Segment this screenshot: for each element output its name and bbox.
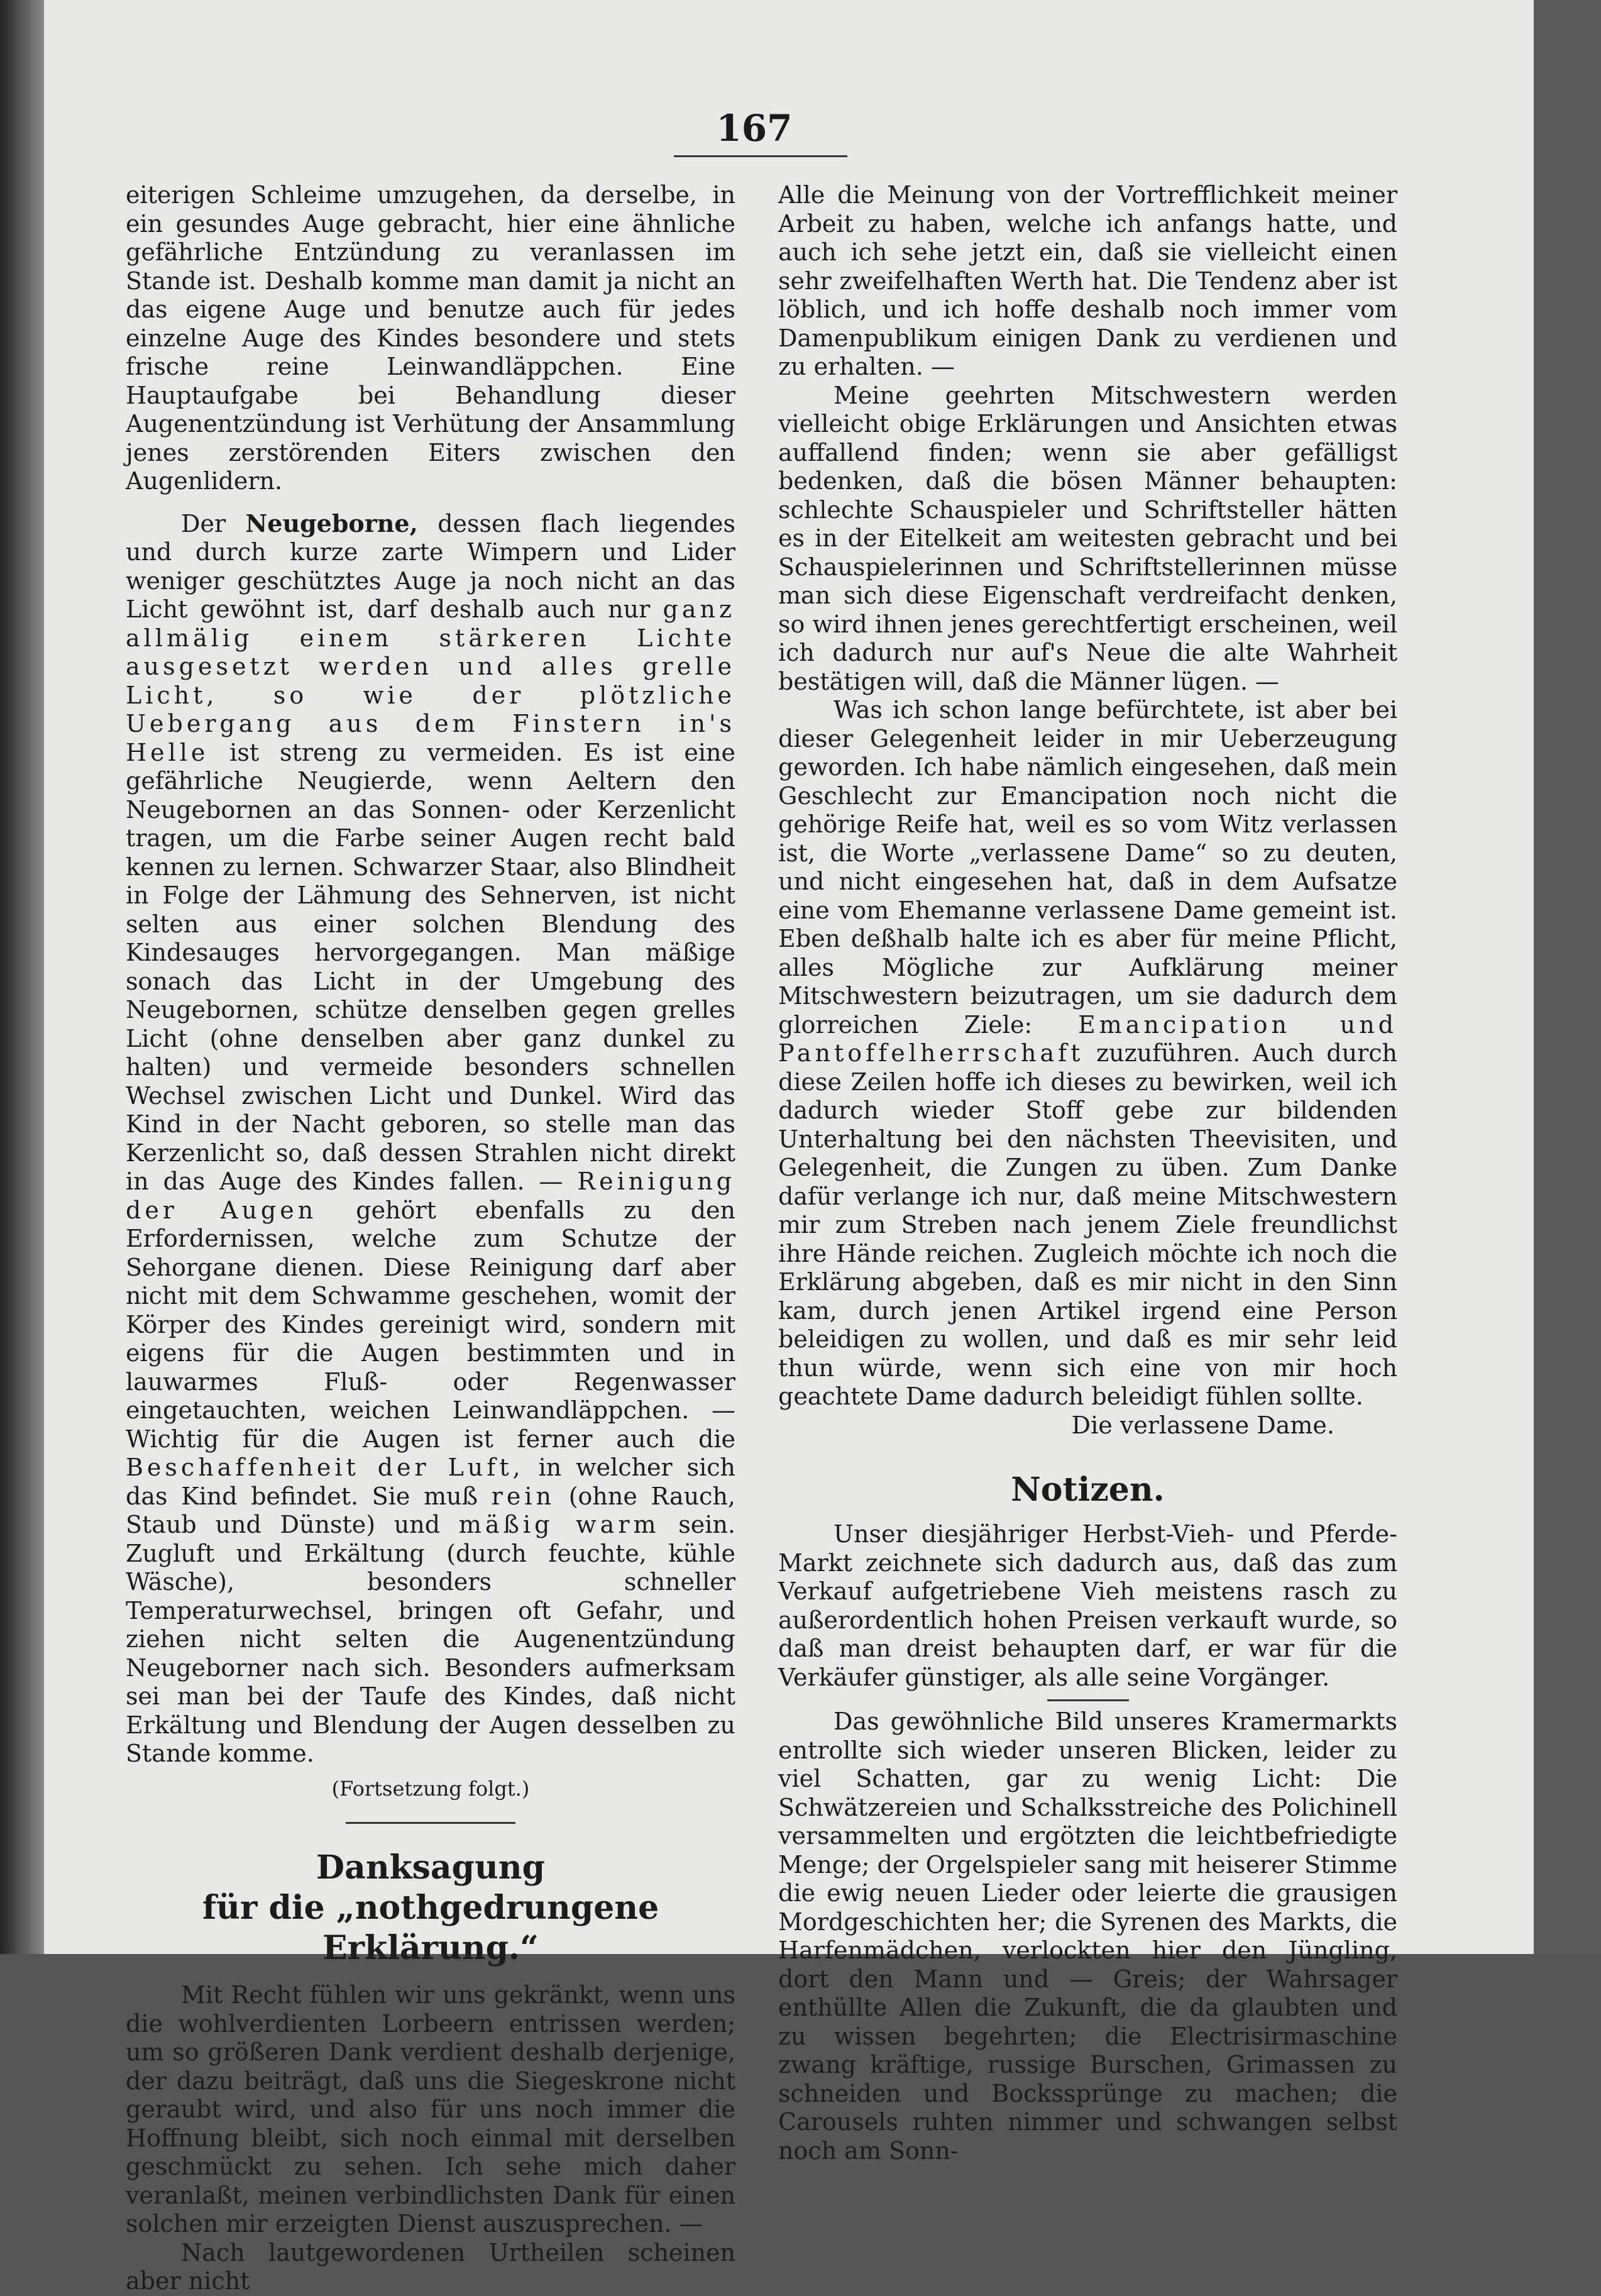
right-column xyxy=(778,181,1397,2165)
spaced-phrase: Reinigung der Augen xyxy=(126,1167,735,1224)
notizen-paragraph: Das gewöhnliche Bild unseres Kramermarkts entrollte sich wieder unseren Blicken, leider zu viel Schatten, gar zu wenig Licht: Die Schwätzereien und Schalksstreiche des Polichinell versammelten und ergötzten die leichtbefriedigte Menge; der Orgelspieler sang mit heiserer Stimme die ewig neuen Lieder oder leierte die grausigen Mordgeschichten her; die Syrenen des Markts, die Harfenmädchen, verlockten hier den Jüngling, dort den Mann und — Greis; der Wahrsager enthüllte Allen die Zukunft, die da glaubten und zu wissen begehrten; die Electrisirmaschine zwang kräftige, russige Burschen, Grimassen zu schneiden und Bockssprünge zu machen; die Carousels ruhten nimmer und schwangen selbst noch am Sonn- xyxy=(778,1708,1397,2165)
spaced-phrase: rein xyxy=(491,1482,555,1510)
text-run: ist streng zu vermeiden. Es ist eine gefährliche Neugierde, wenn Aeltern den Neugebornen an das Sonnen- oder Kerzenlicht tragen, um die Farbe seiner Augen recht bald kennen zu lernen. Schwarzer Staar, also Blindheit in Folge der Lähmung des Sehnerven, ist nicht selten aus einer solchen Blendung des Kindesauges hervorgegangen. Man mäßige sonach das Licht in der Umgebung des Neugebornen, schütze denselben gegen grelles Licht (ohne denselben aber ganz dunkel zu halten) und vermeide besonders schnellen Wechsel zwischen Licht und Dunkel. Wird das Kind in der Nacht geboren, so stelle man das Kerzenlicht so, daß dessen Strahlen nicht direkt in das Auge des Kindes fallen. — xyxy=(126,738,735,1195)
text-run: sein. Zugluft und Erkältung (durch feuchte, kühle Wäsche), besonders schneller Temperaturwechsel, bringen oft Gefahr, und ziehen nicht selten die Augenentzündung Neugeborner nach sich. Besonders aufmerksam sei man bei der Taufe des Kindes, daß nicht Erkältung und Blendung der Augen desselben zu Stande komme. xyxy=(126,1511,736,1767)
left-column xyxy=(126,181,735,2296)
article-paragraph: eiterigen Schleime umzugehen, da derselbe, in ein gesundes Auge gebracht, hier eine ähnliche gefährliche Entzündung zu veranlassen im Stande ist. Deshalb komme man damit ja nicht an das eigene Auge und benutze auch für jedes einzelne Auge des Kindes besondere und stets frische reine Leinwandläppchen. Eine Hauptaufgabe bei Behandlung dieser Augenentzündung ist Verhütung der Ansammlung jenes zerstörenden Eiters zwischen den Augenlidern. xyxy=(126,181,735,495)
article-paragraph-neugeborne xyxy=(126,509,735,1769)
spaced-phrase: ganz allmälig einem stärkeren Lichte ausgesetzt werden und alles grelle Licht, so wie der plötzliche Uebergang aus dem Finstern in's Helle xyxy=(126,595,735,766)
text-run: in welcher sich das Kind befindet. Sie muß xyxy=(126,1454,736,1510)
spaced-phrase: mäßig warm xyxy=(458,1511,660,1538)
book-right-shadow xyxy=(1534,0,1601,1954)
term-neugeborne: Neugeborne, xyxy=(245,509,418,538)
article-paragraph: Alle die Meinung von der Vortrefflichkeit meiner Arbeit zu haben, welche ich anfangs hatte, und auch ich sehe jetzt ein, daß sie vielleicht einen sehr zweifelhaften Werth hat. Die Tendenz aber ist löblich, und ich hoffe deshalb noch immer vom Damenpublikum einigen Dank zu verdienen und zu erhalten. — xyxy=(778,181,1397,380)
spaced-phrase: Beschaffenheit der Luft, xyxy=(126,1454,524,1481)
article-paragraph: Meine geehrten Mitschwestern werden vielleicht obige Erklärungen und Ansichten etwas auffallend finden; wenn sie aber gefälligst bedenken, daß die bösen Männer behaupten: schlechte Schauspieler und Schriftsteller hätten es in der Eitelkeit am weitesten gebracht und bei Schauspielerinnen und Schriftstellerinnen müsse man sich diese Eigenschaft verdreifacht denken, so wird ihnen jenes gerechtfertigt erscheinen, weil ich dadurch nur auf's Neue die alte Wahrheit bestätigen will, daß die Männer lügen. — xyxy=(778,381,1397,695)
spaced-phrase: Emancipation und Pantoffelherrschaft xyxy=(778,1010,1397,1067)
article-paragraph xyxy=(778,696,1397,1411)
text-run: dessen flach liegendes und durch kurze zarte Wimpern und Lider weniger geschütztes Auge ja noch nicht an das Licht gewöhnt ist, darf deshalb auch nur xyxy=(126,509,735,623)
book-spine-shadow xyxy=(0,0,44,1954)
dank-paragraph: Mit Recht fühlen wir uns gekränkt, wenn uns die wohlverdienten Lorbeern entrissen werden; um so größeren Dank verdient deshalb derjenige, der dazu beiträgt, daß uns die Siegeskrone nicht geraubt wird, und also für uns noch immer die Hoffnung bleibt, sich noch einmal mit derselben geschmückt zu sehen. Ich sehe mich daher veranlaßt, meinen verbindlichsten Dank für einen solchen mir erzeigten Dienst auszusprechen. — xyxy=(126,1981,735,2238)
notice-divider xyxy=(1047,1699,1129,1701)
section-divider xyxy=(346,1822,515,1824)
dank-heading: Danksagung xyxy=(316,1848,545,1887)
continuation-note: (Fortsetzung folgt.) xyxy=(331,1776,530,1801)
text-run: gehört ebenfalls zu den Erfordernissen, welche zum Schutze der Sehorgane dienen. Diese Reinigung darf aber nicht mit dem Schwamme geschehen, womit der Körper des Kindes gereinigt wird, sondern mit eigens für die Augen bestimmten und in lauwarmes Fluß- oder Regenwasser eingetauchten, weichen Leinwandläppchen. — Wichtig für die Augen ist ferner auch die xyxy=(126,1196,735,1453)
signature: Die verlassene Dame. xyxy=(1071,1411,1334,1439)
text-run: Der xyxy=(181,509,246,538)
dank-subheading: für die „nothgedrungene Erklärung.“ xyxy=(202,1889,659,1967)
notizen-paragraph: Unser diesjähriger Herbst-Vieh- und Pferde-Markt zeichnete sich dadurch aus, daß das zum Verkauf aufgetriebene Vieh meistens rasch zu außerordentlich hohen Preisen verkauft wurde, so daß man dreist behaupten darf, er war für die Verkäufer günstiger, als alle seine Vorgänger. xyxy=(778,1520,1397,1691)
header-rule xyxy=(674,155,847,157)
text-run: zuzuführen. Auch durch diese Zeilen hoffe ich dieses zu bewirken, weil ich dadurch wieder Stoff gebe zur bildenden Unterhaltung bei den nächsten Theevisiten, und Gelegenheit, die Zungen zu üben. Zum Danke dafür verlange ich nur, daß meine Mitschwestern mir zum Streben nach jenem Ziele freundlichst ihre Hände reichen. Zugleich möchte ich noch die Erklärung abgeben, daß es mir nicht in den Sinn kam, durch jenen Artikel irgend eine Person beleidigen zu wollen, und daß es mir sehr leid thun würde, wenn sich eine von mir hoch geachtete Dame dadurch beleidigt fühlen sollte. xyxy=(778,1039,1397,1410)
text-run: (ohne Rauch, Staub und Dünste) und xyxy=(126,1482,735,1538)
notizen-heading: Notizen. xyxy=(1011,1471,1165,1509)
text-run: Was ich schon lange befürchtete, ist aber bei dieser Gelegenheit leider in mir Ueberzeugung geworden. Ich habe nämlich eingesehen, daß mein Geschlecht zur Emancipation noch nicht die gehörige Reife hat, weil es so vom Witz verlassen ist, die Worte „verlassene Dame“ so zu deuten, und nicht eingesehen hat, daß in dem Aufsatze eine vom Ehemanne verlassene Dame gemeint ist. Eben deßhalb halte ich es aber für meine Pflicht, alles Mögliche zur Aufklärung meiner Mitschwestern beizutragen, um sie dadurch dem glorreichen Ziele: xyxy=(778,696,1397,1039)
page-number: 167 xyxy=(716,107,793,150)
dank-paragraph: Nach lautgewordenen Urtheilen scheinen aber nicht xyxy=(126,2238,735,2295)
